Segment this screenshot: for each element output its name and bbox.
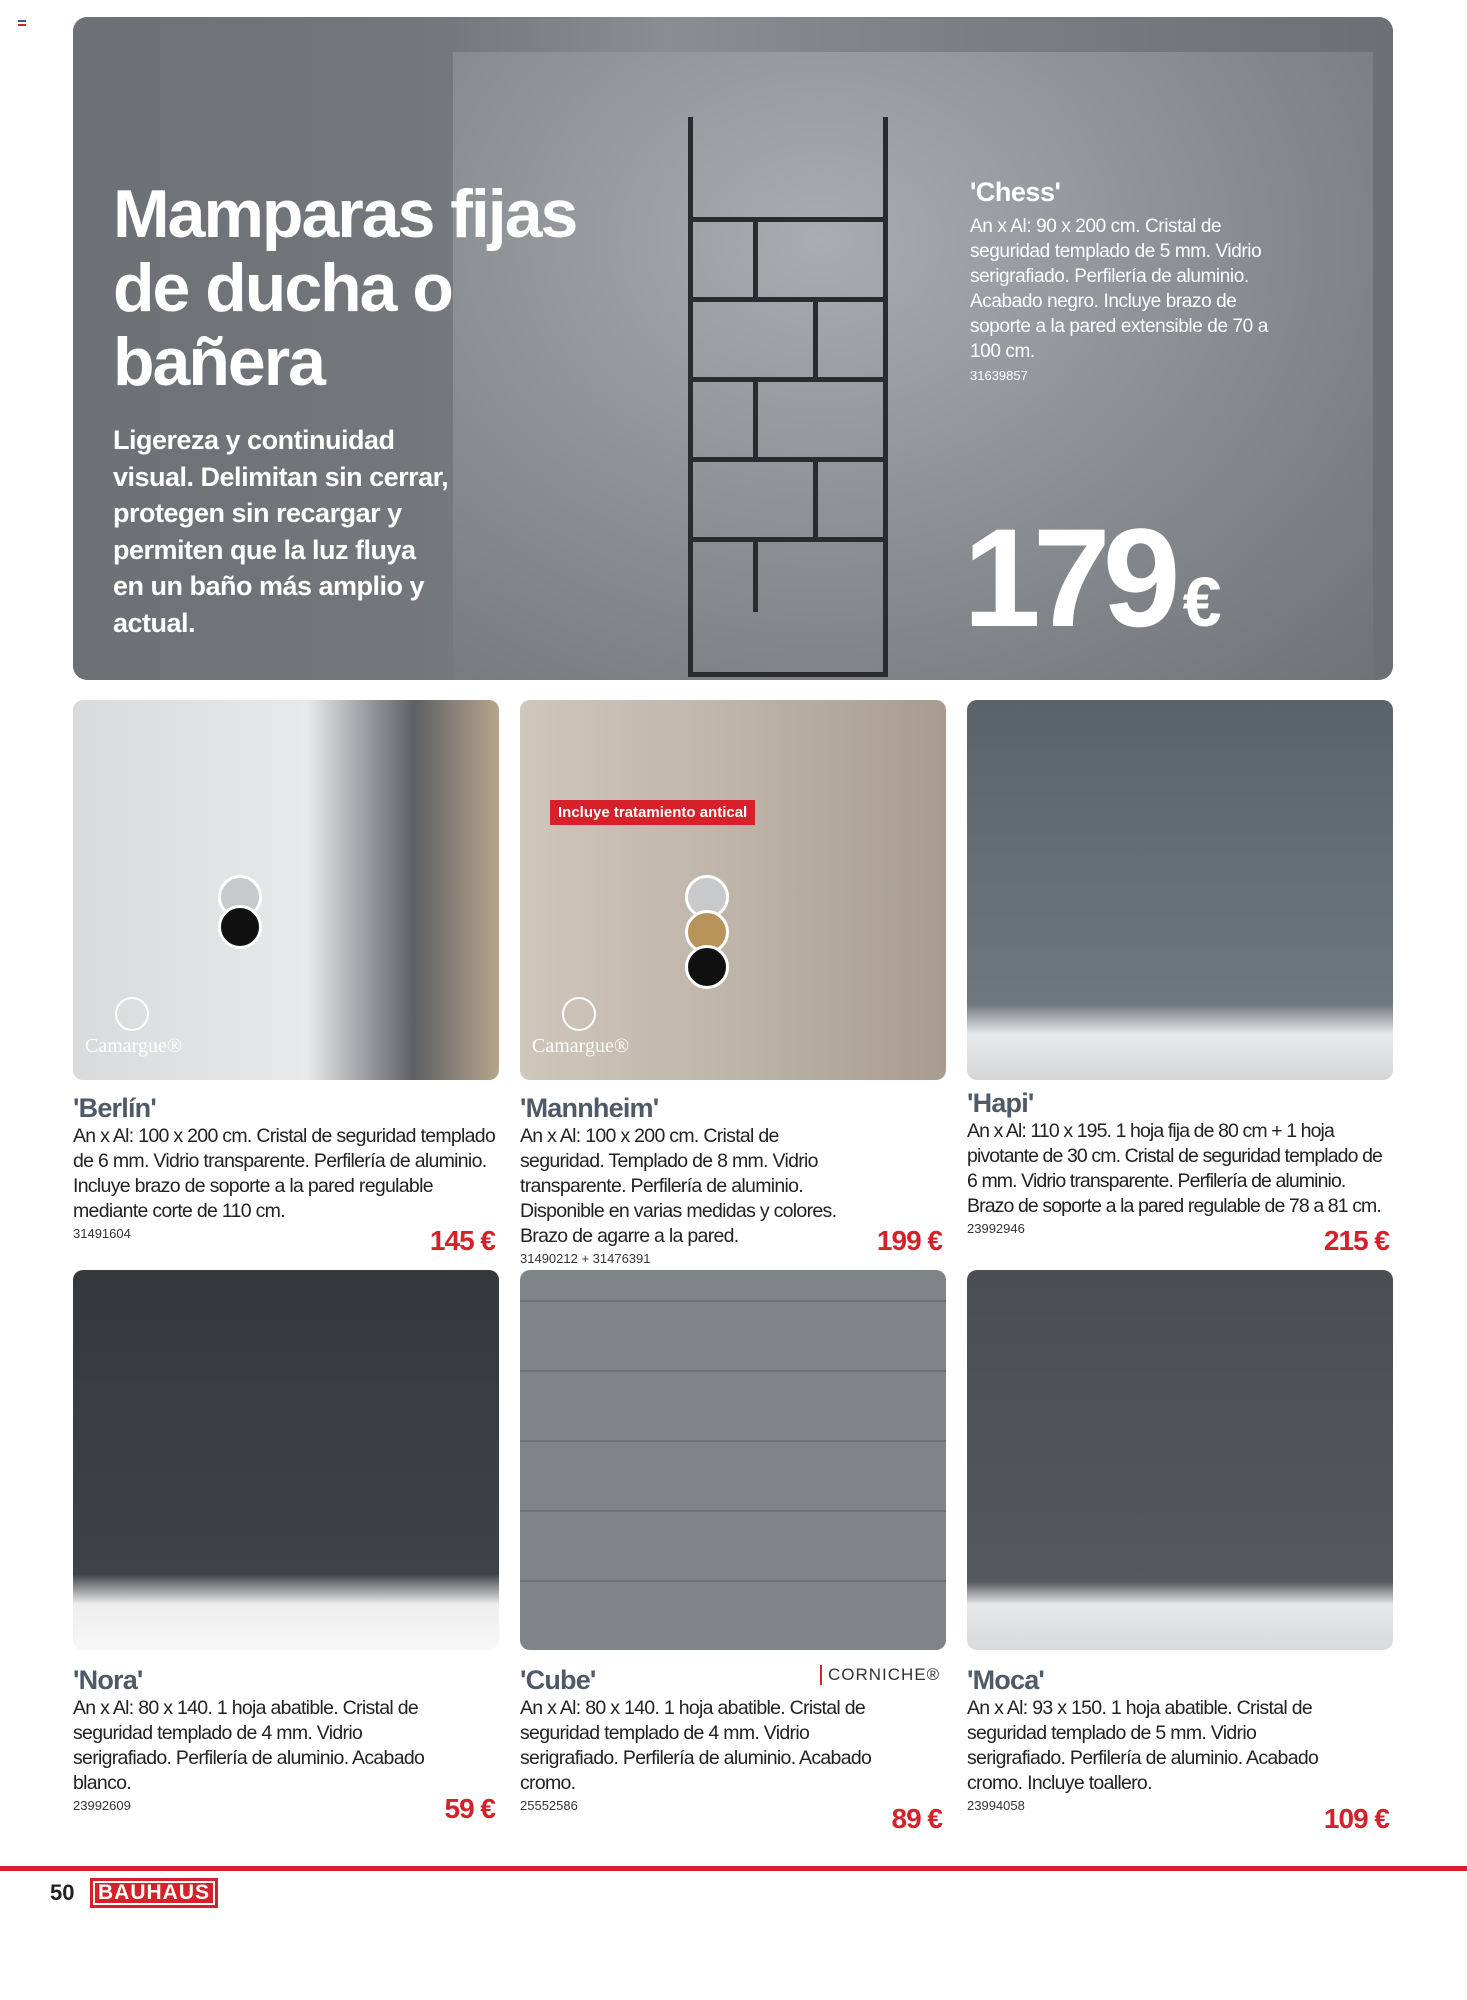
product-name: 'Chess': [970, 177, 1061, 207]
product-name: 'Moca': [967, 1665, 1045, 1695]
product-code: 31639857: [970, 368, 1028, 383]
product-description: An x Al: 80 x 140. 1 hoja abatible. Cristal de seguridad templado de 4 mm. Vidrio serigrafiado. Perfilería de aluminio. Acabado blanco.: [73, 1697, 425, 1794]
product-description: An x Al: 110 x 195. 1 hoja fija de 80 cm + 1 hoja pivotante de 30 cm. Cristal de seguridad templado de 6 mm. Vidrio transparente. Perfilería de aluminio. Brazo de soporte a la pared regulable de 78 a 81 cm.: [967, 1120, 1382, 1217]
product-card-hapi: [967, 1088, 1393, 1263]
product-price: 89 €: [891, 1803, 942, 1834]
product-code: 23994058: [967, 1798, 1025, 1813]
product-description: An x Al: 100 x 200 cm. Cristal de seguridad. Templado de 8 mm. Vidrio transparente. Perfilería de aluminio. Disponible en varias medidas y colores. Brazo de agarre a la pared.: [520, 1125, 837, 1247]
product-price: 59 €: [444, 1793, 495, 1824]
product-price: 199 €: [876, 1225, 942, 1256]
camargue-logo: Camargue®: [532, 997, 629, 1058]
product-price: 215 €: [1323, 1225, 1389, 1256]
product-image-cube: [520, 1270, 946, 1650]
product-price: 109 €: [1323, 1803, 1389, 1834]
shower-screen-image: [688, 117, 888, 677]
hero-banner: [73, 17, 1393, 680]
product-name: 'Nora': [73, 1665, 143, 1695]
product-card-nora: [73, 1665, 499, 1845]
antical-badge: Incluye tratamiento antical: [550, 800, 755, 825]
price-value: 179: [963, 499, 1173, 656]
hero-subtitle: Ligereza y continuidad visual. Delimitan sin cerrar, protegen sin recargar y permiten que la luz fluya en un baño más amplio y actual.: [113, 425, 449, 638]
product-description: An x Al: 80 x 140. 1 hoja abatible. Cristal de seguridad templado de 4 mm. Vidrio serigrafiado. Perfilería de aluminio. Acabado cromo.: [520, 1697, 872, 1794]
product-image-mannheim: [520, 700, 946, 1080]
product-card-cube: [520, 1665, 946, 1845]
camargue-logo: Camargue®: [85, 997, 182, 1058]
product-image-berlin: [73, 700, 499, 1080]
product-name: 'Cube': [520, 1665, 596, 1695]
footer-divider: [0, 1866, 1467, 1871]
page-title: Mamparas fijas de ducha o bañera: [113, 176, 577, 400]
hero-product-info: [970, 177, 1270, 383]
corniche-logo: CORNICHE®: [820, 1665, 940, 1685]
product-price: 145 €: [429, 1225, 495, 1256]
product-image-moca: [967, 1270, 1393, 1650]
page-number: 50: [50, 1880, 75, 1905]
product-code: 31491604: [73, 1226, 131, 1241]
product-description: An x Al: 93 x 150. 1 hoja abatible. Cristal de seguridad templado de 5 mm. Vidrio serigrafiado. Perfilería de aluminio. Acabado cromo. Incluye toallero.: [967, 1697, 1319, 1794]
color-swatch-black: [218, 905, 262, 949]
product-description: An x Al: 90 x 200 cm. Cristal de seguridad templado de 5 mm. Vidrio serigrafiado. Perfilería de aluminio. Acabado negro. Incluye brazo de soporte a la pared extensible de 70 a 100 cm.: [970, 216, 1268, 362]
price-currency: €: [1182, 563, 1222, 641]
corner-mark: [18, 20, 26, 26]
hero-price: [963, 497, 1222, 659]
product-code: 25552586: [520, 1798, 578, 1813]
product-code: 23992609: [73, 1798, 131, 1813]
color-swatch-black: [685, 945, 729, 989]
product-code: 23992946: [967, 1221, 1025, 1236]
product-code: 31490212 + 31476391: [520, 1251, 651, 1266]
product-image-hapi: [967, 700, 1393, 1080]
product-card-moca: [967, 1665, 1393, 1845]
product-name: 'Mannheim': [520, 1093, 659, 1123]
product-card-berlin: [73, 1093, 499, 1263]
product-name: 'Hapi': [967, 1088, 1034, 1118]
product-description: An x Al: 100 x 200 cm. Cristal de seguridad templado de 6 mm. Vidrio transparente. Perfilería de aluminio. Incluye brazo de soporte a la pared regulable mediante corte de 110 cm.: [73, 1125, 496, 1222]
bauhaus-logo: BAUHAUS: [90, 1878, 218, 1908]
product-card-mannheim: [520, 1093, 946, 1266]
product-image-nora: [73, 1270, 499, 1650]
product-name: 'Berlín': [73, 1093, 156, 1123]
